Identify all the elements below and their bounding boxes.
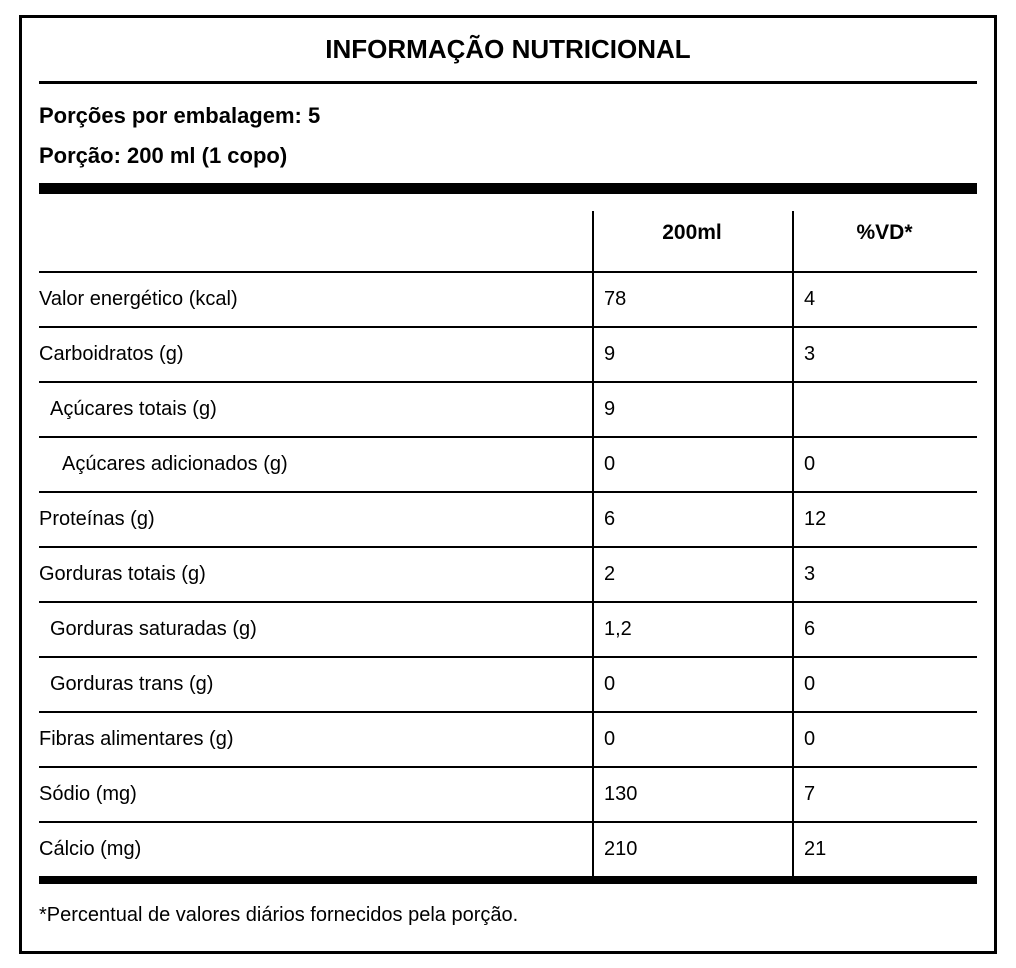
nutrient-name-cell: Sódio (mg) bbox=[39, 783, 137, 805]
vd-cell: 0 bbox=[804, 453, 816, 475]
vd-cell: 6 bbox=[804, 618, 816, 640]
serving-size: Porção: 200 ml (1 copo) bbox=[39, 143, 288, 168]
vd-cell: 0 bbox=[804, 728, 816, 750]
divider-thick-bottom bbox=[39, 876, 977, 884]
nutrient-name-cell: Proteínas (g) bbox=[39, 508, 155, 530]
amount-cell: 6 bbox=[604, 508, 616, 530]
amount-cell: 78 bbox=[604, 288, 627, 310]
label-title: INFORMAÇÃO NUTRICIONAL bbox=[39, 18, 977, 84]
vd-cell: 12 bbox=[804, 508, 827, 530]
amount-cell: 130 bbox=[604, 783, 638, 805]
servings-per-package: Porções por embalagem: 5 bbox=[39, 103, 321, 128]
vd-cell: 0 bbox=[804, 673, 816, 695]
header-nutrient-cell bbox=[39, 194, 592, 271]
vd-cell: 21 bbox=[804, 838, 827, 860]
servings-block bbox=[39, 84, 977, 183]
table-row bbox=[39, 603, 977, 658]
nutrient-name-cell: Gorduras saturadas (g) bbox=[50, 618, 257, 640]
nutrient-name-cell: Cálcio (mg) bbox=[39, 838, 142, 860]
table-row bbox=[39, 548, 977, 603]
nutrient-name-cell: Gorduras trans (g) bbox=[50, 673, 214, 695]
nutrient-name-cell: Valor energético (kcal) bbox=[39, 288, 238, 310]
divider-thick-top bbox=[39, 183, 977, 194]
table-row bbox=[39, 493, 977, 548]
column-divider-vd bbox=[792, 211, 794, 876]
table-row bbox=[39, 768, 977, 823]
header-vd-cell: %VD* bbox=[856, 220, 913, 244]
nutrition-label bbox=[19, 15, 997, 954]
header-amount-cell: 200ml bbox=[662, 220, 722, 244]
vd-cell: 7 bbox=[804, 783, 816, 805]
vd-cell bbox=[792, 383, 977, 436]
table-row bbox=[39, 383, 977, 438]
nutrient-name-cell: Carboidratos (g) bbox=[39, 343, 184, 365]
nutrition-table bbox=[39, 194, 977, 876]
table-row bbox=[39, 438, 977, 493]
amount-cell: 2 bbox=[604, 563, 616, 585]
footnote: *Percentual de valores diários fornecidos pela porção. bbox=[39, 904, 519, 926]
nutrient-name-cell: Fibras alimentares (g) bbox=[39, 728, 234, 750]
amount-cell: 9 bbox=[604, 398, 616, 420]
nutrient-name-cell: Açúcares totais (g) bbox=[50, 398, 217, 420]
table-row bbox=[39, 823, 977, 876]
amount-cell: 0 bbox=[604, 673, 616, 695]
table-row bbox=[39, 328, 977, 383]
column-divider-amount bbox=[592, 211, 594, 876]
table-body bbox=[39, 273, 977, 876]
amount-cell: 1,2 bbox=[604, 618, 632, 640]
nutrient-name-cell: Gorduras totais (g) bbox=[39, 563, 206, 585]
vd-cell: 4 bbox=[804, 288, 816, 310]
amount-cell: 0 bbox=[604, 728, 616, 750]
nutrient-name-cell: Açúcares adicionados (g) bbox=[62, 453, 288, 475]
amount-cell: 0 bbox=[604, 453, 616, 475]
vd-cell: 3 bbox=[804, 563, 816, 585]
amount-cell: 210 bbox=[604, 838, 638, 860]
table-row bbox=[39, 273, 977, 328]
table-row bbox=[39, 713, 977, 768]
amount-cell: 9 bbox=[604, 343, 616, 365]
vd-cell: 3 bbox=[804, 343, 816, 365]
table-row bbox=[39, 658, 977, 713]
table-header-row bbox=[39, 194, 977, 273]
